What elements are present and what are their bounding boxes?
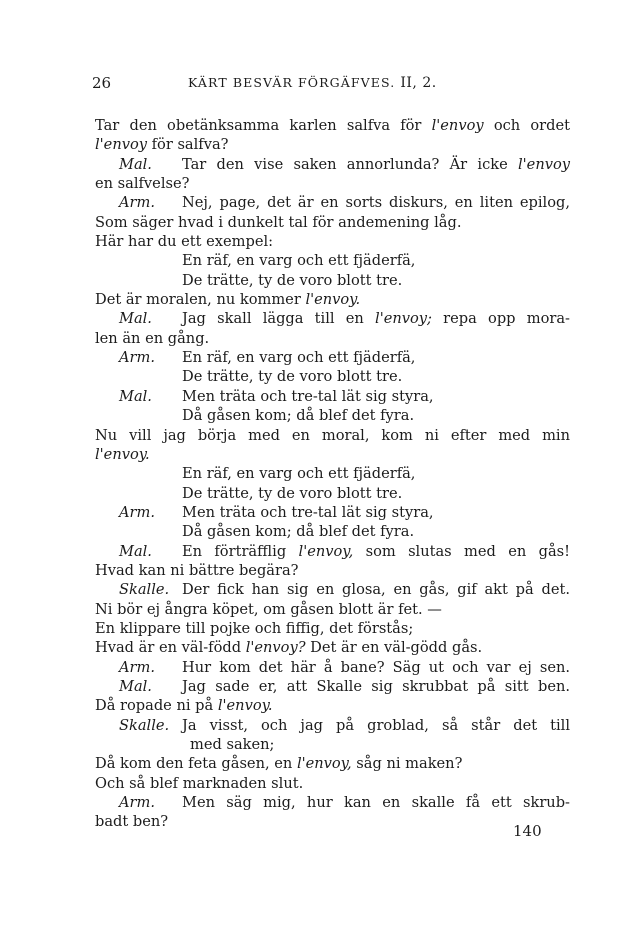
text-line xyxy=(95,135,570,154)
line-text: Hvad kan ni bättre begära? xyxy=(95,561,299,579)
emphasis-text: l'envoy. xyxy=(95,445,150,463)
line-text: Hur kom det här å bane? Säg ut och var ej sen. xyxy=(182,658,570,676)
line-text: De trätte, ty de voro blott tre. xyxy=(182,484,403,502)
text-line xyxy=(95,619,570,638)
page-header xyxy=(92,74,532,96)
text-line xyxy=(95,445,570,464)
line-text: Men träta och tre-tal lät sig styra, xyxy=(182,387,434,405)
speaker-name: Skalle. xyxy=(119,581,170,599)
text-line xyxy=(95,426,570,445)
text-line xyxy=(95,580,570,599)
play-text xyxy=(95,116,570,832)
line-text: En räf, en varg och ett fjäderfä, xyxy=(182,349,416,367)
line-text: Nej, page, det är en sorts diskurs, en liten epilog, xyxy=(182,194,570,212)
line-text: Det är en väl-gödd gås. xyxy=(305,639,483,657)
line-text: Men träta och tre-tal lät sig styra, xyxy=(182,503,434,521)
text-line xyxy=(95,290,570,309)
text-line xyxy=(95,484,570,503)
speaker-name: Mal. xyxy=(119,542,152,560)
line-text: Ja visst, och jag på groblad, så står det till xyxy=(182,716,570,734)
speaker-name: Mal. xyxy=(119,387,152,405)
line-text: Då ropade ni på xyxy=(95,697,218,715)
emphasis-text: l'envoy xyxy=(431,117,484,134)
speaker-name: Skalle. xyxy=(119,716,170,734)
text-line xyxy=(95,735,570,754)
emphasis-text: l'envoy; xyxy=(375,310,432,328)
line-text: för salfva? xyxy=(147,136,229,154)
line-text: Här har du ett exempel: xyxy=(95,233,274,251)
text-line xyxy=(95,271,570,290)
line-text: såg ni maken? xyxy=(351,755,463,773)
text-line xyxy=(95,561,570,580)
line-text: En förträfflig xyxy=(182,542,299,560)
line-text: Då gåsen kom; då blef det fyra. xyxy=(182,407,415,425)
line-text: Då kom den feta gåsen, en xyxy=(95,755,297,773)
text-line xyxy=(95,754,570,773)
text-line xyxy=(95,600,570,619)
text-line xyxy=(95,329,570,348)
text-line xyxy=(95,696,570,715)
speaker-name: Mal. xyxy=(119,155,152,173)
emphasis-text: l'envoy. xyxy=(217,697,273,715)
line-text: De trätte, ty de voro blott tre. xyxy=(182,271,403,289)
speaker-name: Mal. xyxy=(119,310,152,328)
text-line xyxy=(95,367,570,386)
text-line xyxy=(95,677,570,696)
line-text: Der fick han sig en glosa, en gås, gif akt på det. xyxy=(182,581,570,599)
text-line xyxy=(95,793,570,812)
line-text: De trätte, ty de voro blott tre. xyxy=(182,368,403,386)
running-title xyxy=(188,75,437,91)
text-line xyxy=(95,232,570,251)
text-line xyxy=(95,658,570,677)
line-text: Men säg mig, hur kan en skalle få ett skrub- xyxy=(182,794,570,812)
line-text: med saken; xyxy=(190,736,275,753)
emphasis-text: l'envoy, xyxy=(298,542,354,560)
line-text: badt ben? xyxy=(95,813,169,831)
line-text: och ordet xyxy=(483,117,570,134)
text-line xyxy=(95,503,570,522)
text-line xyxy=(95,174,570,193)
line-text: Tar den obetänksamma karlen salfva för xyxy=(95,117,432,134)
line-text: Jag sade er, att Skalle sig skrubbat på sitt ben. xyxy=(182,677,570,695)
line-text: En räf, en varg och ett fjäderfä, xyxy=(182,465,416,483)
text-line xyxy=(95,348,570,367)
emphasis-text: l'envoy, xyxy=(296,755,352,773)
running-title-text: KÄRT BESVÄR FÖRGÄFVES. xyxy=(188,75,396,90)
text-line xyxy=(95,716,570,735)
line-text: Hvad är en väl-född xyxy=(95,639,246,657)
line-text: len än en gång. xyxy=(95,329,210,347)
text-line xyxy=(95,406,570,425)
text-line xyxy=(95,193,570,212)
text-line xyxy=(95,309,570,328)
speaker-name: Arm. xyxy=(119,194,155,212)
text-line xyxy=(95,213,570,232)
speaker-name: Arm. xyxy=(119,503,155,521)
line-text: en salfvelse? xyxy=(95,175,190,193)
line-text: repa opp mora- xyxy=(431,310,570,328)
text-line xyxy=(95,522,570,541)
speaker-name: Mal. xyxy=(119,677,152,695)
page-number: 26 xyxy=(92,74,112,92)
line-text: Som säger hvad i dunkelt tal för andemening låg. xyxy=(95,213,462,231)
text-line xyxy=(95,116,570,135)
emphasis-text: l'envoy. xyxy=(305,291,361,309)
emphasis-text: l'envoy? xyxy=(245,639,306,657)
line-text: Nu vill jag börja med en moral, kom ni efter med min xyxy=(95,426,570,444)
text-line xyxy=(95,542,570,561)
speaker-name: Arm. xyxy=(119,794,155,812)
line-text: Tar den vise saken annorlunda? Är icke xyxy=(182,155,518,173)
line-text: Jag skall lägga till en xyxy=(182,310,376,328)
emphasis-text: l'envoy xyxy=(518,155,570,173)
line-text: En klippare till pojke och fiffig, det förstås; xyxy=(95,619,414,637)
line-text: Och så blef marknaden slut. xyxy=(95,774,304,792)
text-line xyxy=(95,464,570,483)
line-text: Ni bör ej ångra köpet, om gåsen blott är fet. — xyxy=(95,600,442,618)
emphasis-text: l'envoy xyxy=(95,136,147,154)
speaker-name: Arm. xyxy=(119,349,155,367)
speaker-name: Arm. xyxy=(119,658,155,676)
text-line xyxy=(95,812,570,831)
line-text: Då gåsen kom; då blef det fyra. xyxy=(182,523,415,541)
text-line xyxy=(95,251,570,270)
line-text: som slutas med en gås! xyxy=(353,542,570,560)
line-text: Det är moralen, nu kommer xyxy=(95,291,306,309)
text-line xyxy=(95,638,570,657)
text-line xyxy=(95,774,570,793)
act-scene: II, 2. xyxy=(400,75,437,91)
text-line xyxy=(95,387,570,406)
text-line xyxy=(95,155,570,174)
signature-mark: 140 xyxy=(513,822,542,840)
line-text: En räf, en varg och ett fjäderfä, xyxy=(182,252,416,270)
